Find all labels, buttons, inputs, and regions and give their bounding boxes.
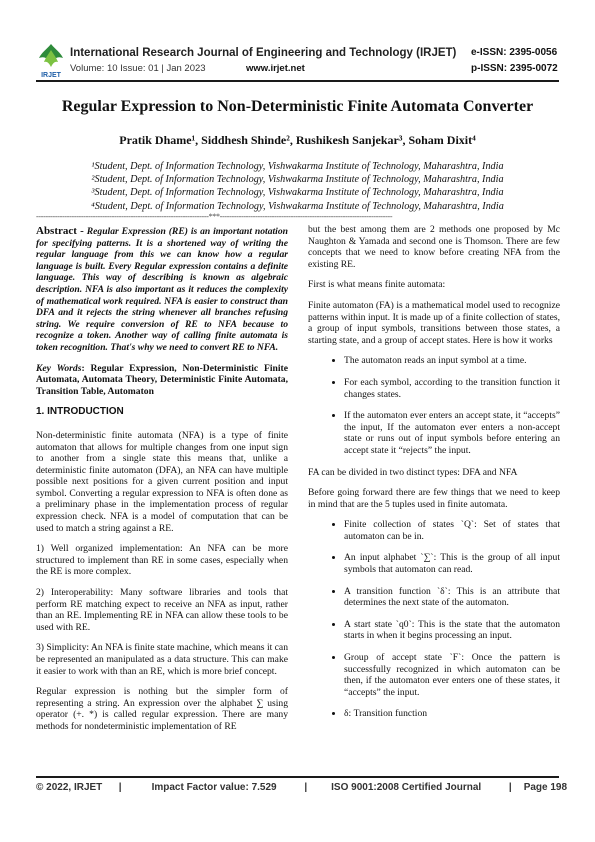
section-heading-introduction: 1. INTRODUCTION <box>36 406 124 418</box>
journal-website[interactable]: www.irjet.net <box>246 63 305 74</box>
footer-iso: ISO 9001:2008 Certified Journal <box>331 782 482 793</box>
list-item: • A transition function `δ`: This is an attribute that determines the next state of the automaton. <box>344 586 560 609</box>
paragraph: Non-deterministic finite automata (NFA) is a type of finite automaton that allows for multiple changes from one input sign to another from a single state this means that, unlike a deterministic finite automaton (DFA), an NFA can have multiple possible next positions for a given current position and input symbol. Converting a regular expression to NFA is often done as a preliminary phase in the implementation process of regular expression check. NFA is a model of computation that can be used to match a string against a RE. <box>36 429 288 534</box>
footer-separator: | <box>118 782 122 793</box>
paragraph: but the best among them are 2 methods one proposed by Mc Naughton & Yamada and second one is Thomson. There are few concepts that we need to know before creating NFA from the existing RE. <box>308 224 560 270</box>
header-rule <box>36 80 559 82</box>
list-item: • An input alphabet `∑`: This is the group of all input symbols that automaton can read. <box>344 552 560 575</box>
volume-issue: Volume: 10 Issue: 01 | Jan 2023 <box>70 63 206 74</box>
list-item: • The automaton reads an input symbol at a time. <box>344 355 560 367</box>
footer <box>36 782 568 793</box>
right-column <box>308 224 560 730</box>
affiliation: ¹Student, Dept. of Information Technology, Vishwakarma Institute of Technology, Maharashtra, India <box>91 161 504 172</box>
keywords-text: : Regular Expression, Non-Deterministic Finite Automata, Automata Theory, Deterministic Finite Automata, Transition Table, Automaton <box>36 362 288 397</box>
left-column <box>36 226 288 742</box>
p-issn: p-ISSN: 2395-0072 <box>471 63 558 74</box>
irjet-logo <box>36 42 66 80</box>
affiliations <box>0 160 595 213</box>
footer-rule <box>36 776 559 778</box>
list-item: • For each symbol, according to the transition function it changes states. <box>344 377 560 400</box>
paragraph: 3) Simplicity: An NFA is finite state machine, which means it can be represented an manipulated as a data structure. This can make it easier to work with than an RE, which is more brief concept. <box>36 642 288 677</box>
list-item: • Group of accept state `F`: Once the pattern is successfully recognized in which automaton can be then, if the automaton ever enters one of these states, it “accepts” the input. <box>344 652 560 698</box>
footer-impact-factor: Impact Factor value: 7.529 <box>151 782 277 793</box>
keywords <box>36 363 288 398</box>
bullet-list-five-tuples <box>308 519 560 720</box>
e-issn: e-ISSN: 2395-0056 <box>471 47 558 58</box>
abstract-label: Abstract - <box>36 225 84 237</box>
keywords-label: Key Words <box>36 362 82 374</box>
list-item: • A start state `q0`: This is the state that the automaton starts in when it begins processing an input. <box>344 619 560 642</box>
affiliation: ²Student, Dept. of Information Technology, Vishwakarma Institute of Technology, Maharashtra, India <box>91 174 504 186</box>
footer-separator: | <box>304 782 308 793</box>
journal-name: International Research Journal of Engineering and Technology (IRJET) <box>70 47 457 59</box>
paragraph: First is what means finite automata: <box>308 279 446 291</box>
logo-text: IRJET <box>41 72 61 79</box>
paragraph: 2) Interoperability: Many software libraries and tools that perform RE matching expect to receive an NFA as input, rather than an RE. Implementing RE in NFA can allow these tools to be used with RE. <box>36 587 288 633</box>
abstract <box>36 226 288 354</box>
abstract-text: Regular Expression (RE) is an important notation for specifying patterns. It is a shortened way of writing the regular language from this we can know how a regular language is built. Every Regular expression contains a definite language. This way of describing is known as algebraic description. NFA is also important as it reduces the complexity of mathematical work required. NFA is easier to construct than DFA and it rejects the string whenever all branches refusing string. We require conversion of RE to NFA because to recognize a token. Another way of calling finite automata is token recognition. That's why we need to convert RE to NFA. <box>36 226 288 353</box>
footer-copyright: © 2022, IRJET <box>36 782 103 793</box>
paragraph: Finite automaton (FA) is a mathematical model used to recognize patterns within input. It is made up of a finite collection of states, a group of input symbols, transitions between those states, a starting state, and a group of accept states. Here is how it works <box>308 299 560 346</box>
paragraph: 1) Well organized implementation: An NFA can be more structured to implement than RE in some cases, especially when the RE is more complex. <box>36 543 288 578</box>
paper-title: Regular Expression to Non-Deterministic Finite Automata Converter <box>61 98 534 115</box>
authors: Pratik Dhame¹, Siddhesh Shinde², Rushikesh Sanjekar³, Soham Dixit⁴ <box>119 133 476 147</box>
list-item: • If the automaton ever enters an accept state, it “accepts” the input, If the automaton ever enters a non-accept state or runs out of input symbols before entering an accept state it “rejects” the input. <box>344 410 560 456</box>
paragraph: FA can be divided in two distinct types: DFA and NFA <box>308 466 518 478</box>
list-item: • Finite collection of states `Q`: Set of states that automaton can be in. <box>344 519 560 542</box>
section-separator: -------------------------------------------------------------------------***------------------------------------------------------------------------- <box>36 212 393 221</box>
footer-separator: | <box>508 782 512 793</box>
bullet-list-fa-operation <box>308 355 560 456</box>
list-item: • δ: Transition function <box>344 708 560 720</box>
paragraph: Regular expression is nothing but the simpler form of representing a string. An expression over the alphabet ∑ using operator (+. *) is called regular expression. There are many methods for nondeterministic implementation of RE <box>36 686 288 732</box>
affiliation: ⁴Student, Dept. of Information Technology, Vishwakarma Institute of Technology, Maharashtra, India <box>91 200 504 212</box>
footer-page-number: Page 198 <box>523 782 568 793</box>
affiliation: ³Student, Dept. of Information Technology, Vishwakarma Institute of Technology, Maharashtra, India <box>91 187 504 199</box>
paragraph: Before going forward there are few things that we need to keep in mind that are the 5 tuples used in finite automata. <box>308 487 560 510</box>
